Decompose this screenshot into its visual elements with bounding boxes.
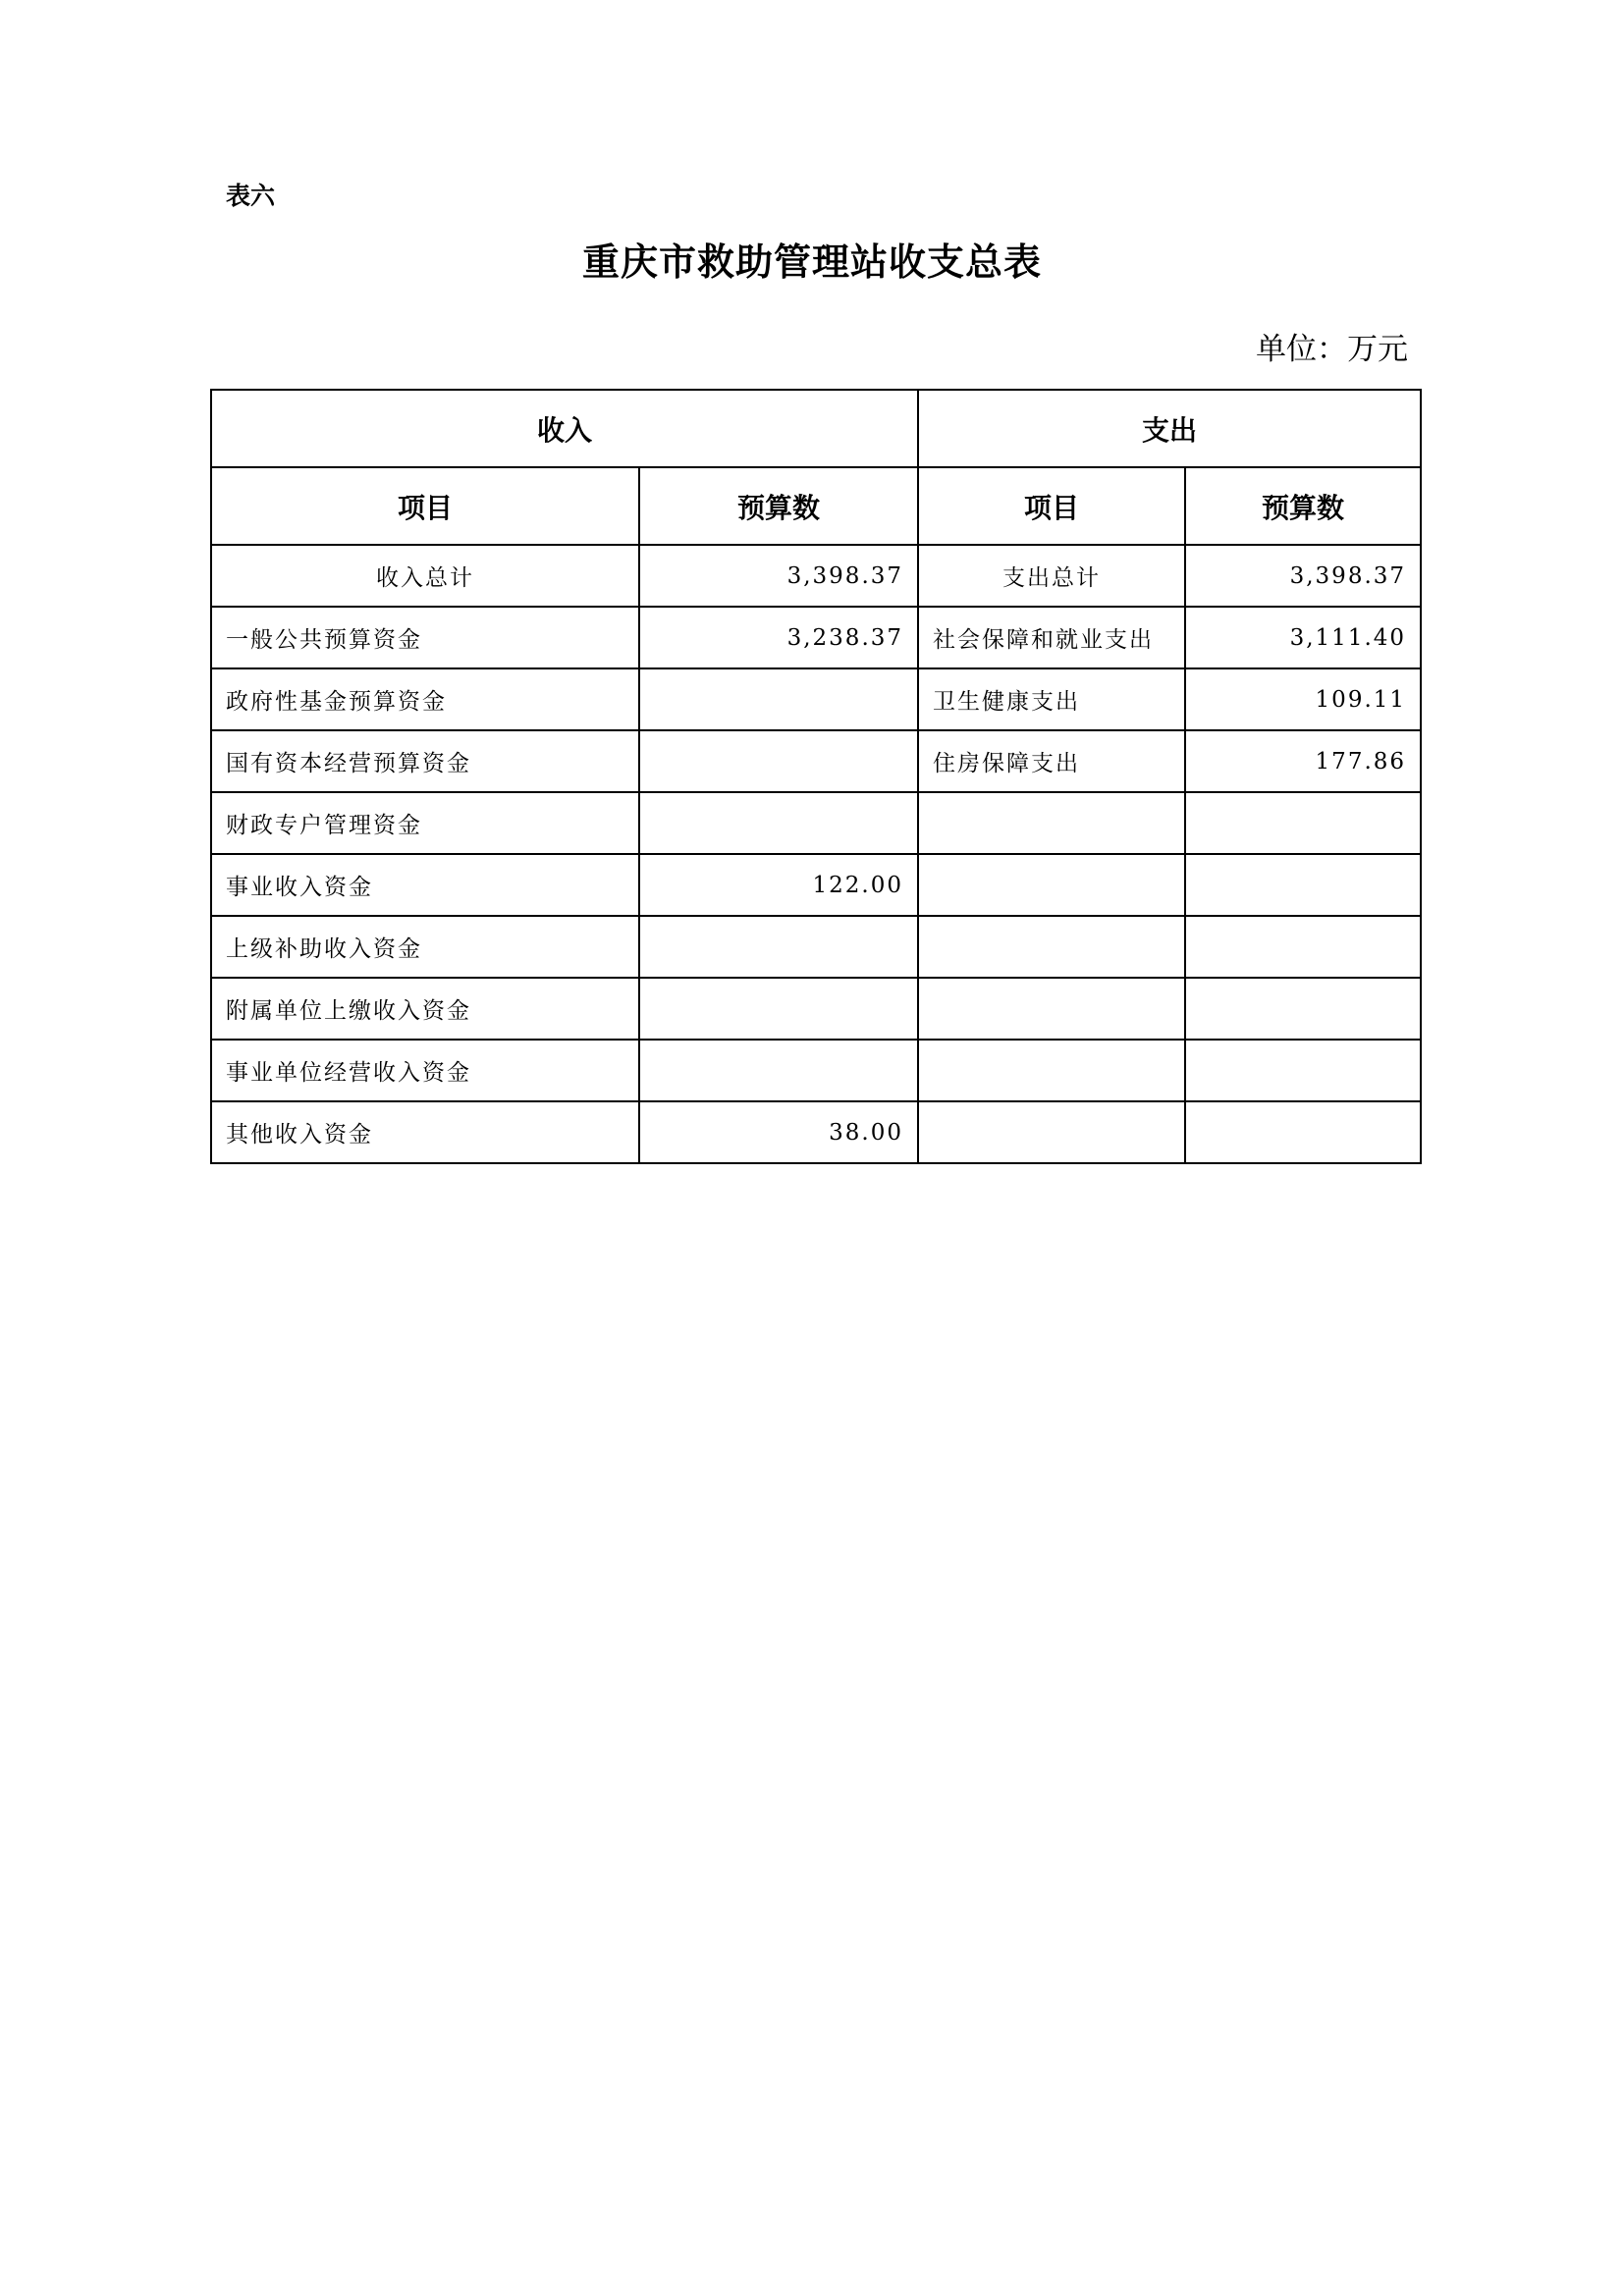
income-item-cell: 一般公共预算资金 [211,607,639,668]
expense-amount-cell: 177.86 [1185,730,1421,792]
income-amount-cell [639,730,918,792]
income-item-cell: 其他收入资金 [211,1101,639,1163]
expense-item-cell: 住房保障支出 [918,730,1185,792]
expense-item-cell: 社会保障和就业支出 [918,607,1185,668]
expense-item-cell [918,1101,1185,1163]
income-amount-cell: 38.00 [639,1101,918,1163]
unit-label: 单位：万元 [1256,332,1408,367]
expense-budget-column-header: 预算数 [1185,467,1421,545]
income-amount-cell [639,1040,918,1101]
income-item-cell: 事业单位经营收入资金 [211,1040,639,1101]
table-row [211,978,1421,1040]
income-amount-cell [639,792,918,854]
income-amount-cell: 3,238.37 [639,607,918,668]
column-header-row [211,467,1421,545]
table-row [211,1040,1421,1101]
expense-amount-cell [1185,792,1421,854]
expense-item-cell [918,1040,1185,1101]
income-item-cell: 国有资本经营预算资金 [211,730,639,792]
income-amount-cell [639,978,918,1040]
expense-amount-cell: 3,111.40 [1185,607,1421,668]
income-amount-cell: 3,398.37 [639,545,918,607]
income-budget-column-header: 预算数 [639,467,918,545]
table-row [211,854,1421,916]
income-item-cell: 财政专户管理资金 [211,792,639,854]
expense-amount-cell [1185,1101,1421,1163]
table-row [211,607,1421,668]
income-item-cell: 附属单位上缴收入资金 [211,978,639,1040]
income-amount-cell [639,668,918,730]
income-heading: 收入 [211,390,918,467]
table-row-total [211,545,1421,607]
document-title: 重庆市救助管理站收支总表 [581,240,1042,284]
table-row [211,792,1421,854]
income-amount-cell [639,916,918,978]
expense-amount-cell: 109.11 [1185,668,1421,730]
section-header-row [211,390,1421,467]
expense-item-cell [918,854,1185,916]
expense-amount-cell [1185,978,1421,1040]
income-item-cell: 事业收入资金 [211,854,639,916]
expense-amount-cell [1185,916,1421,978]
income-item-cell: 上级补助收入资金 [211,916,639,978]
income-amount-cell: 122.00 [639,854,918,916]
expense-heading: 支出 [918,390,1421,467]
income-item-cell: 政府性基金预算资金 [211,668,639,730]
table-row [211,1101,1421,1163]
table-row [211,730,1421,792]
expense-amount-cell: 3,398.37 [1185,545,1421,607]
expense-amount-cell [1185,854,1421,916]
expense-item-cell: 卫生健康支出 [918,668,1185,730]
expense-item-cell [918,792,1185,854]
income-item-column-header: 项目 [211,467,639,545]
expense-amount-cell [1185,1040,1421,1101]
table-row [211,916,1421,978]
expense-item-cell [918,978,1185,1040]
expense-item-cell: 支出总计 [918,545,1185,607]
table-row [211,668,1421,730]
income-item-cell: 收入总计 [211,545,639,607]
table-label: 表六 [226,182,276,210]
expense-item-column-header: 项目 [918,467,1185,545]
income-expense-summary-table [210,389,1422,1164]
expense-item-cell [918,916,1185,978]
